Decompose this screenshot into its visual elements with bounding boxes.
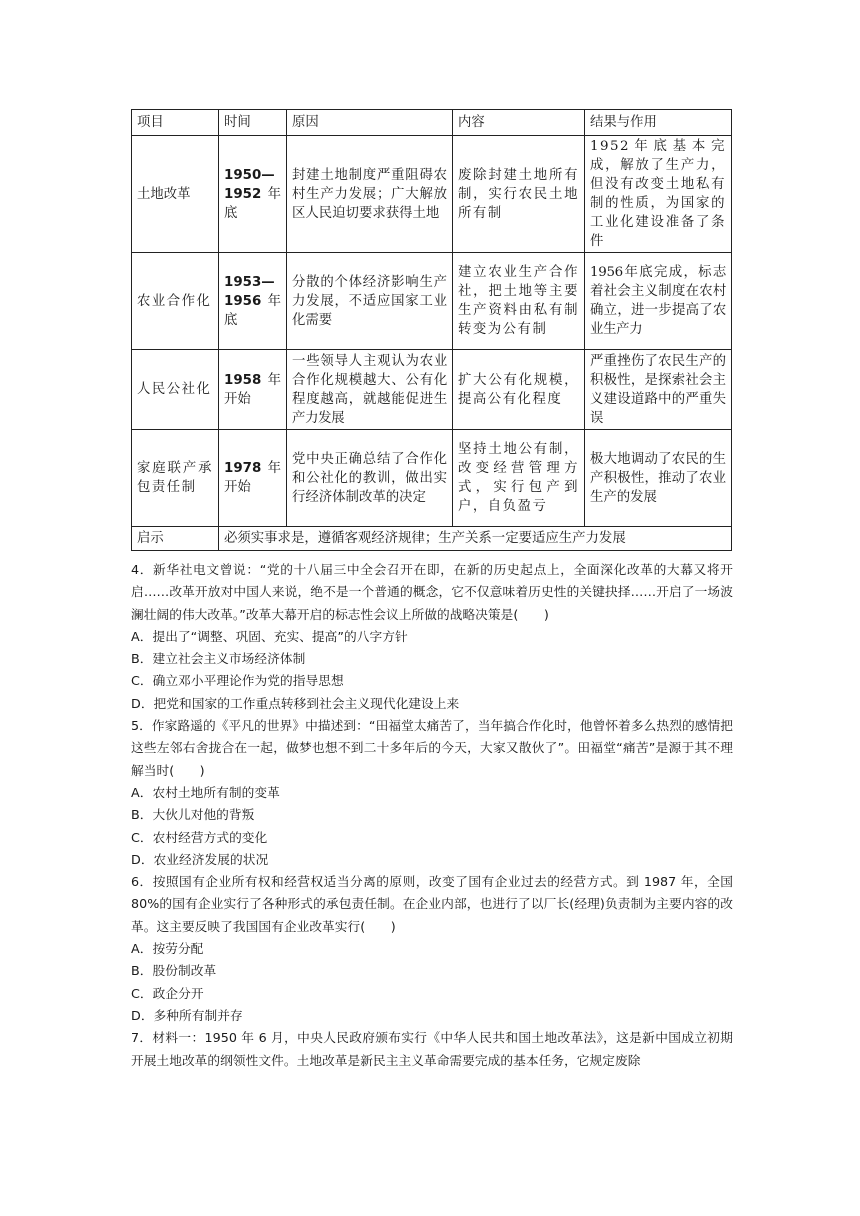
row-content: 建立农业生产合作社，把土地等主要生产资料由私有制转变为公有制: [453, 253, 585, 350]
table-row: [132, 430, 732, 527]
row-reason: 封建土地制度严重阻碍农村生产力发展；广大解放区人民迫切要求获得土地: [287, 136, 453, 253]
table-row: [132, 253, 732, 350]
time-years: 1953—1956: [224, 274, 275, 309]
time-years: 1978: [224, 461, 262, 476]
row-item: 农业合作化: [132, 253, 219, 350]
option-c[interactable]: C．确立邓小平理论作为党的指导思想: [131, 673, 344, 689]
insight-row: [132, 527, 732, 551]
insight-text: 必须实事求是，遵循客观经济规律；生产关系一定要适应生产力发展: [219, 527, 732, 551]
questions-section: [131, 559, 733, 1072]
row-item: 土地改革: [132, 136, 219, 253]
option-d[interactable]: D．多种所有制并存: [131, 1007, 243, 1023]
question-5: [131, 715, 733, 871]
question-stem: 6．按照国有企业所有权和经营权适当分离的原则，改变了国有企业过去的经营方式。到 1987 年，全国 80%的国有企业实行了各种形式的承包责任制。在企业内部，也进行了以厂长(经理)负责制为主要内容的改革。这主要反映了我国国有企业改革实行( ): [131, 874, 733, 934]
time-years: 1950—1952: [224, 167, 275, 202]
option-a[interactable]: A．按劳分配: [131, 941, 204, 957]
question-stem: 4．新华社电文曾说：“党的十八届三中全会召开在即，在新的历史起点上，全面深化改革的大幕又将开启……改革开放对中国人来说，绝不是一个普通的概念，它不仅意味着历史性的关键抉择……开启了一场波澜壮阔的伟大改革。”改革大幕开启的标志性会议上所做的战略决策是( ): [131, 562, 733, 622]
question-6: [131, 871, 733, 1027]
time-suffix: 年开始: [224, 461, 281, 495]
row-content: 扩大公有化规模，提高公有化程度: [453, 350, 585, 430]
header-content: 内容: [453, 110, 585, 136]
land-reform-table: [131, 109, 732, 551]
time-suffix: 年底: [224, 293, 281, 328]
insight-label: 启示: [132, 527, 219, 551]
option-b[interactable]: B．股份制改革: [131, 963, 217, 979]
header-result: 结果与作用: [585, 110, 732, 136]
option-c[interactable]: C．农村经营方式的变化: [131, 829, 268, 845]
time-years: 1958: [224, 372, 262, 388]
time-suffix: 年底: [224, 186, 281, 221]
time-suffix: 年开始: [224, 372, 281, 407]
row-reason: 一些领导人主观认为农业合作化规模越大、公有化程度越高，就越能促进生产力发展: [287, 350, 453, 430]
question-stem: 5．作家路遥的《平凡的世界》中描述到：“田福堂太痛苦了，当年搞合作化时，他曾怀着多么热烈的感情把这些左邻右舍拢合在一起，做梦也想不到二十多年后的今天，大家又散伙了”。田福堂“痛苦”是源于其不理解当时( ): [131, 718, 733, 778]
row-time: [219, 430, 287, 527]
question-7: [131, 1027, 733, 1072]
option-c[interactable]: C．政企分开: [131, 985, 204, 1001]
header-time: 时间: [219, 110, 287, 136]
row-result: 1956年底完成，标志着社会主义制度在农村确立，进一步提高了农业生产力: [585, 253, 732, 350]
row-reason: 党中央正确总结了合作化和公社化的教训，做出实行经济体制改革的决定: [287, 430, 453, 527]
header-reason: 原因: [287, 110, 453, 136]
table-row: [132, 350, 732, 430]
row-item: 人民公社化: [132, 350, 219, 430]
row-content: 坚持土地公有制，改变经营管理方式，实行包产到户，自负盈亏: [453, 430, 585, 527]
row-item: 家庭联产承包责任制: [132, 430, 219, 527]
row-time: [219, 253, 287, 350]
row-reason: 分散的个体经济影响生产力发展，不适应国家工业化需要: [287, 253, 453, 350]
row-result: 1952年底基本完成，解放了生产力，但没有改变土地私有制的性质，为国家的工业化建设准备了条件: [585, 136, 732, 253]
header-item: 项目: [132, 110, 219, 136]
row-time: [219, 350, 287, 430]
option-b[interactable]: B．建立社会主义市场经济体制: [131, 651, 306, 667]
question-stem: 7．材料一：1950 年 6 月，中央人民政府颁布实行《中华人民共和国土地改革法》，这是新中国成立初期开展土地改革的纲领性文件。土地改革是新民主主义革命需要完成的基本任务，它规定废除: [131, 1030, 733, 1068]
option-d[interactable]: D．把党和国家的工作重点转移到社会主义现代化建设上来: [131, 695, 460, 711]
row-result: 严重挫伤了农民生产的积极性，是探索社会主义建设道路中的严重失误: [585, 350, 732, 430]
option-d[interactable]: D．农业经济发展的状况: [131, 851, 269, 867]
option-b[interactable]: B．大伙儿对他的背叛: [131, 807, 255, 823]
row-content: 废除封建土地所有制，实行农民土地所有制: [453, 136, 585, 253]
table-header-row: [132, 110, 732, 136]
option-a[interactable]: A．提出了“调整、巩固、充实、提高”的八字方针: [131, 628, 408, 644]
table-row: [132, 136, 732, 253]
question-4: [131, 559, 733, 715]
option-a[interactable]: A．农村土地所有制的变革: [131, 784, 280, 800]
row-time: [219, 136, 287, 253]
row-result: 极大地调动了农民的生产积极性，推动了农业生产的发展: [585, 430, 732, 527]
